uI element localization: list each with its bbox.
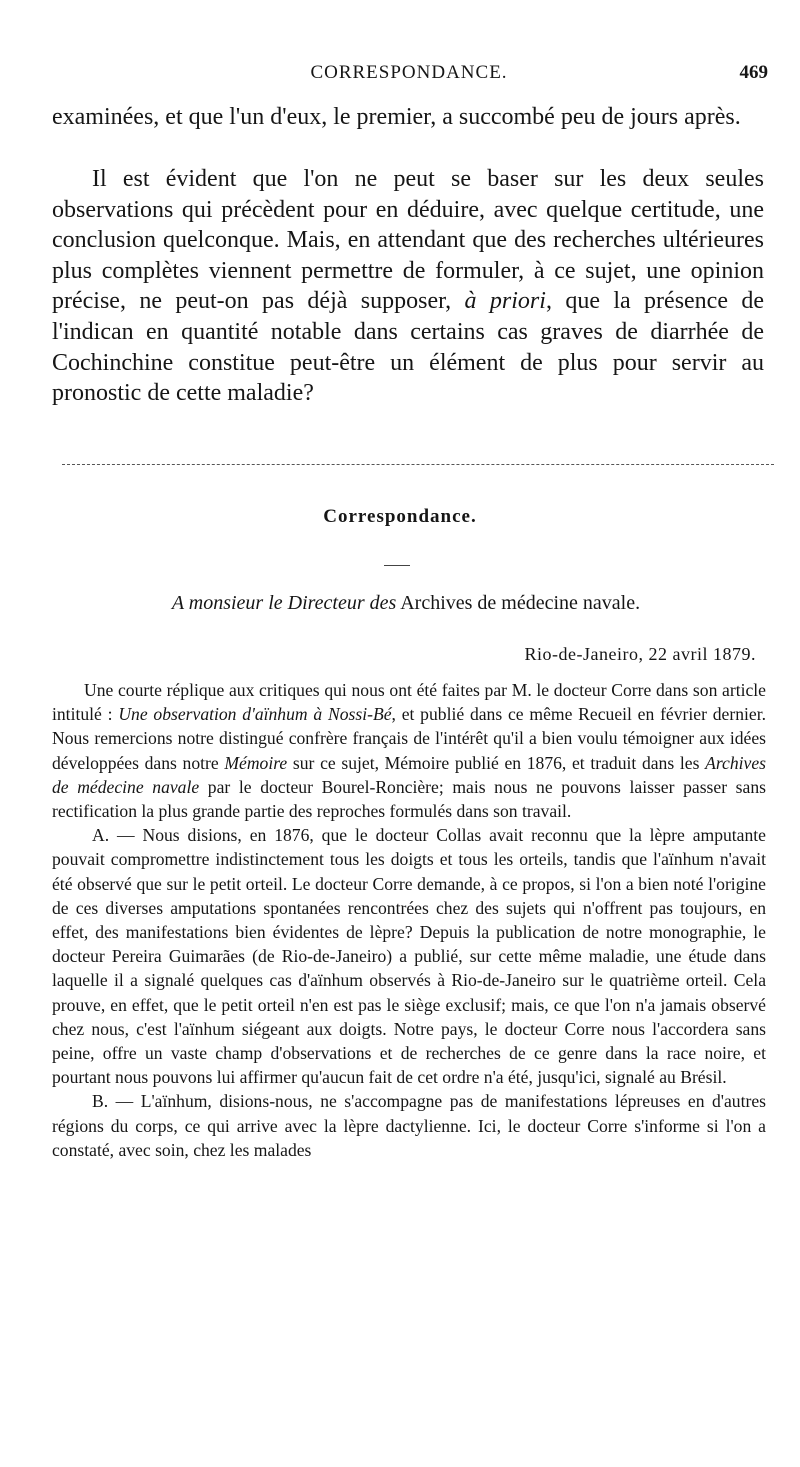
letter-paragraph-b: B. — L'aïnhum, disions-nous, ne s'accompagne pas de manifestations lépreuses en d'autres régions du corps, ce qui arrive avec la lèpre dactylienne. Ici, le docteur Corre s'informe si l'on a constaté, avec soin, chez les malades: [52, 1091, 766, 1160]
letter-paragraph-1: [52, 678, 766, 823]
p1-c: sur ce sujet, Mémoire publié en 1876, et traduit dans les: [287, 752, 706, 773]
continuation-paragraph: examinées, et que l'un d'eux, le premier, a succombé peu de jours après.: [52, 104, 741, 130]
page-header: [50, 62, 768, 88]
p1-archives: Archives de médecine navale: [52, 752, 766, 797]
title-rule: [384, 565, 410, 566]
address-roman: Archives de médecine navale.: [396, 592, 641, 614]
p1-memoire: Mémoire: [224, 752, 288, 773]
letter-body: [52, 678, 766, 1162]
section-title: Correspondance.: [323, 506, 477, 527]
page-number: 469: [739, 62, 768, 83]
letter-address: [0, 592, 800, 615]
p1-article-title: Une observation d'aïnhum à Nossi-Bé: [118, 704, 392, 725]
indican-text-start: Il est évident que l'on ne peut se baser sur les deux seules observations qui précèdent pour en déduire, avec quelque certitude, une conclusion quelconque. Mais, en attendant que des recherches ultérieures plus complètes viennent permettre de formuler, à ce sujet, une opinion précise, ne peut-on pas déjà supposer,: [52, 166, 764, 315]
letter-dateline: Rio-de-Janeiro, 22 avril 1879.: [524, 644, 756, 664]
indican-text-end: , que la présence de l'indican en quantité notable dans certains cas graves de diarrhée de Cochinchine constitue peut-être un élément de plus pour servir au pronostic de cette maladie?: [52, 288, 765, 407]
section-divider: [62, 464, 774, 465]
a-priori-italic: à priori: [464, 288, 546, 315]
running-title: CORRESPONDANCE.: [310, 62, 508, 83]
p1-d: par le docteur Bourel-Roncière; mais nous ne pouvons laisser passer sans rectification la plus grande partie des reproches formulés dans son travail.: [52, 776, 766, 822]
p1-b: , et publié dans ce même Recueil en février dernier. Nous remercions notre distingué confrère français de l'intérêt qu'il a bien voulu témoigner aux idées développées dans notre: [52, 704, 766, 773]
p1-a: Une courte réplique aux critiques qui nous ont été faites par M. le docteur Corre dans son article intitulé :: [52, 680, 766, 725]
letter-paragraph-a: A. — Nous disions, en 1876, que le docteur Collas avait reconnu que la lèpre amputante pouvait compromettre indistinctement tous les doigts et tous les orteils, tandis que l'aïnhum n'avait été observé que sur le petit orteil. Le docteur Corre demande, à ce propos, si l'on a bien noté l'origine de ces diverses amputations spontanées rencontrées chez des sujets qui n'offrent pas toujours, en effet, des manifestations bien évidentes de lèpre? Depuis la publication de notre monographie, le docteur Pereira Guimarães (de Rio-de-Janeiro) a publié, sur cette même maladie, une étude dans laquelle il a signalé quelques cas d'aïnhum observés à Rio-de-Janeiro sur le quatrième orteil. Cela prouve, en effet, que le petit orteil n'en est pas le siège exclusif; mais, ce que l'on n'a jamais observé chez nous, c'est l'aïnhum siégeant aux doigts. Notre pays, le docteur Corre nous l'accordera sans peine, offre un vaste champ d'observations et de recherches de ce genre dans la race noire, et pourtant nous pouvons lui affirmer qu'aucun fait de cet ordre n'a été, jusqu'ici, signalé au Brésil.: [52, 825, 766, 1088]
address-italic: A monsieur le Directeur des: [171, 592, 397, 614]
indican-paragraph: [52, 164, 764, 409]
